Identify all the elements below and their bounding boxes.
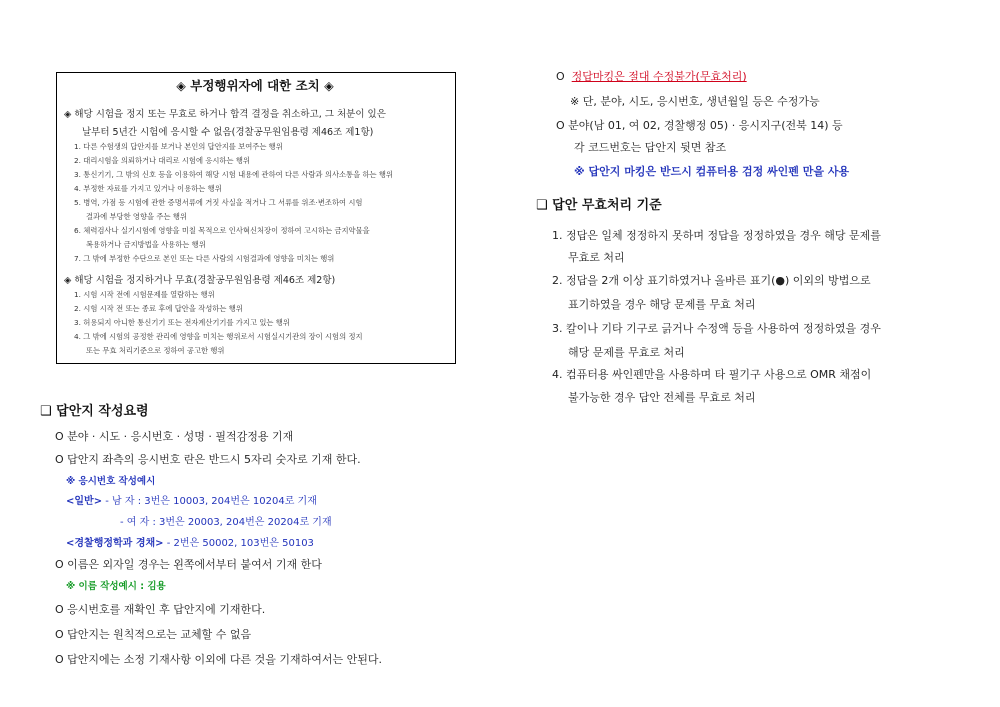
instruction-item: O 응시번호를 재확인 후 답안지에 기재한다. (55, 603, 266, 616)
instruction-item: O 답안지 좌측의 응시번호 란은 반드시 5자리 숫자로 기재 한다. (55, 453, 361, 466)
penalty-item: 1. 다른 수험생의 답안지를 보거나 본인의 답안지를 보여주는 행위 (74, 142, 283, 151)
criteria-item: 4. 컴퓨터용 싸인펜만을 사용하며 타 필기구 사용으로 OMR 채점이 (552, 368, 872, 381)
instruction-item: O 답안지는 원칙적으로는 교체할 수 없음 (55, 628, 252, 641)
penalty-item: 2. 시험 시작 전 또는 종료 후에 답안을 작성하는 행위 (74, 304, 243, 313)
number-example-general: <일반> - 남 자 : 3번은 10003, 204번은 10204로 기재 (66, 496, 317, 507)
correction-note: ※ 단, 분야, 시도, 응시번호, 생년월일 등은 수정가능 (570, 95, 820, 108)
penalty-item: 또는 무효 처리기준으로 정하여 공고한 행위 (86, 346, 225, 355)
penalty-item: 7. 그 밖에 부정한 수단으로 본인 또는 다른 사람의 시험결과에 영향을 미치는 행위 (74, 254, 335, 263)
criteria-item: 불가능한 경우 답안 전체를 무효로 처리 (568, 391, 756, 404)
penalty-section1-line2: 날부터 5년간 시험에 응시할 수 없음(경찰공무원임용령 제46조 제1항) (82, 127, 374, 138)
code-reference: 각 코드번호는 답안지 뒷면 참조 (574, 141, 727, 154)
criteria-item: 무효로 처리 (568, 251, 625, 264)
penalty-item: 3. 허용되지 아니한 통신기기 또는 전자계산기기를 가지고 있는 행위 (74, 318, 290, 327)
penalty-section1-line1: ◈ 해당 시험을 정지 또는 무효로 하거나 합격 결정을 취소하고, 그 처분이 있은 (64, 109, 386, 120)
penalty-item: 4. 부정한 자료를 가지고 있거나 이용하는 행위 (74, 184, 222, 193)
number-example-female: - 여 자 : 3번은 20003, 204번은 20204로 기재 (120, 517, 332, 528)
number-example-title: ※ 응시번호 작성예시 (66, 476, 156, 487)
penalty-box-title: ◈ 부정행위자에 대한 조치 ◈ (176, 78, 334, 93)
penalty-item: 1. 시험 시작 전에 시험문제를 열람하는 행위 (74, 290, 215, 299)
criteria-item: 해당 문제를 무효로 처리 (568, 346, 685, 359)
criteria-item: 2. 정답을 2개 이상 표기하였거나 올바른 표기(●) 이외의 방법으로 (552, 274, 871, 287)
invalid-criteria-heading: ❑ 답안 무효처리 기준 (536, 198, 662, 213)
number-example-police: <경찰행정학과 경채> - 2번은 50002, 103번은 50103 (66, 538, 314, 549)
penalty-item: 3. 통신기기, 그 밖의 신호 등을 이용하여 해당 시험 내용에 관하여 다른 사람과 의사소통을 하는 행위 (74, 170, 393, 179)
penalty-item: 결과에 부당한 영향을 주는 행위 (86, 212, 187, 221)
criteria-item: 3. 칼이나 기타 기구로 긁거나 수정액 등을 사용하여 정정하였을 경우 (552, 322, 881, 335)
marking-rule: O 정답마킹은 절대 수정불가(무효처리) (556, 70, 747, 83)
instruction-item: O 분야 · 시도 · 응시번호 · 성명 · 필적감정용 기재 (55, 430, 294, 443)
code-info: O 분야(남 01, 여 02, 경찰행정 05) · 응시지구(전북 14) 등 (556, 119, 843, 132)
instruction-item: O 이름은 외자일 경우는 왼쪽에서부터 붙여서 기재 한다 (55, 558, 322, 571)
penalty-item: 4. 그 밖에 시험의 공정한 관리에 영향을 미치는 행위로서 시험실시기관의 장이 시험의 정지 (74, 332, 363, 341)
name-example: ※ 이름 작성예시 : 김용 (66, 581, 166, 592)
penalty-item: 복용하거나 금지방법을 사용하는 행위 (86, 240, 206, 249)
criteria-item: 1. 정답은 일체 정정하지 못하며 정답을 정정하였을 경우 해당 문제를 (552, 229, 881, 242)
pen-rule: ※ 답안지 마킹은 반드시 컴퓨터용 검정 싸인펜 만을 사용 (574, 165, 850, 178)
penalty-item: 6. 체력검사나 실기시험에 영향을 미칠 목적으로 인사혁신처장이 정하여 고시하는 금지약물을 (74, 226, 370, 235)
penalty-item: 5. 병역, 가점 등 시험에 관한 증명서류에 거짓 사실을 적거나 그 서류를 위조·변조하여 시험 (74, 198, 363, 207)
answer-sheet-heading: ❑ 답안지 작성요령 (40, 404, 149, 419)
instruction-item: O 답안지에는 소정 기재사항 이외에 다른 것을 기재하여서는 안된다. (55, 653, 383, 666)
penalty-item: 2. 대리시험을 의뢰하거나 대리로 시험에 응시하는 행위 (74, 156, 250, 165)
penalty-section2: ◈ 해당 시험을 정지하거나 무효(경찰공무원임용령 제46조 제2항) (64, 275, 336, 286)
criteria-item: 표기하였을 경우 해당 문제를 무효 처리 (568, 298, 756, 311)
